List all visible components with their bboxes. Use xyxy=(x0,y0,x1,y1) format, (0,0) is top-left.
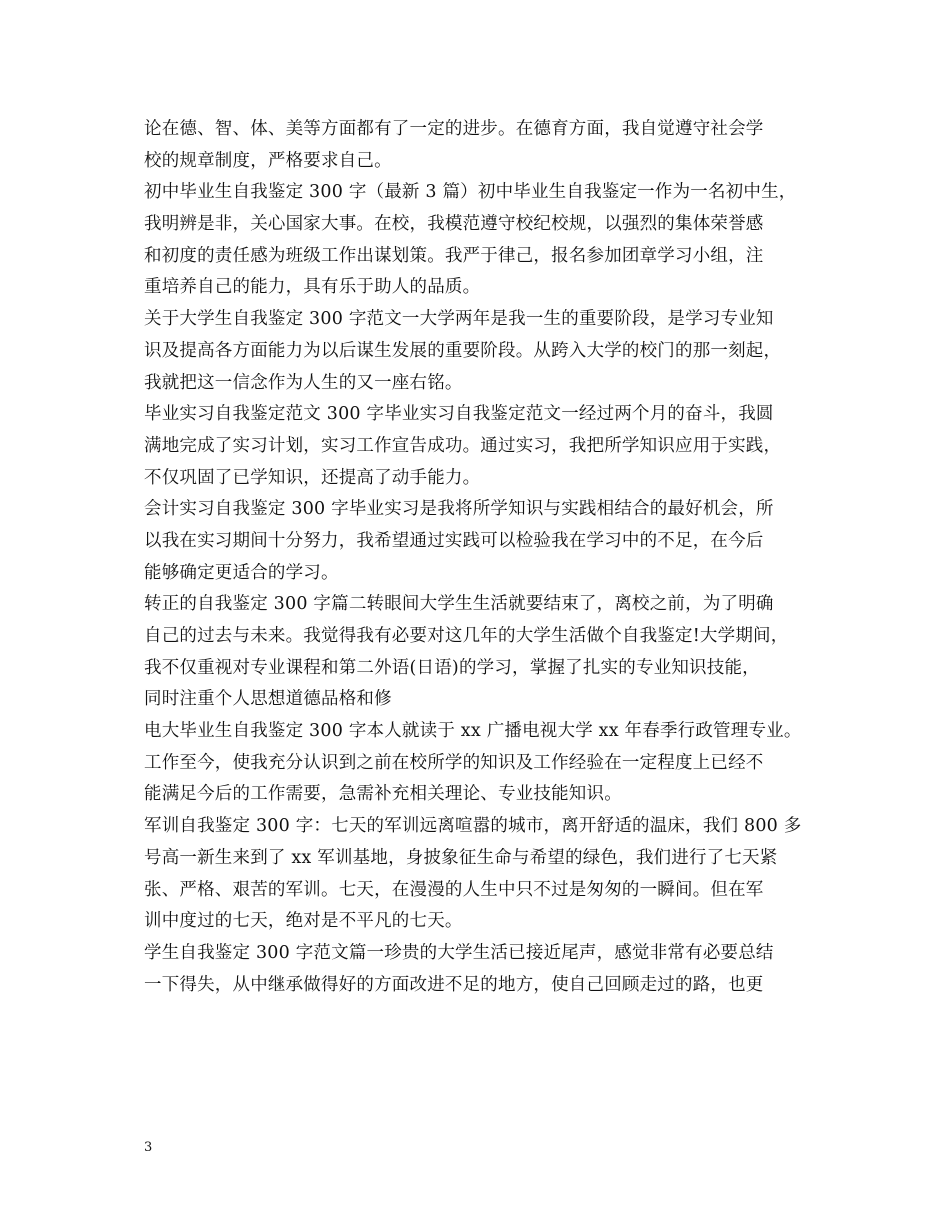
text-line: 初中毕业生自我鉴定 300 字（最新 3 篇）初中毕业生自我鉴定一作为一名初中生， xyxy=(144,182,797,203)
text-line: 号高一新生来到了 xx 军训基地，身披象征生命与希望的绿色，我们进行了七天紧 xyxy=(144,847,778,868)
text-line: 重培养自己的能力，具有乐于助人的品质。 xyxy=(144,277,481,298)
text-line: 论在德、智、体、美等方面都有了一定的进步。在德育方面，我自觉遵守社会学 xyxy=(144,119,764,139)
text-line: 不仅巩固了已学知识，还提高了动手能力。 xyxy=(144,467,481,488)
text-line: 一下得失，从中继承做得好的方面改进不足的地方，使自己回顾走过的路，也更 xyxy=(144,974,764,995)
text-line: 自己的过去与未来。我觉得我有必要对这几年的大学生活做个自我鉴定!大学期间， xyxy=(144,626,789,646)
text-line: 以我在实习期间十分努力，我希望通过实践可以检验我在学习中的不足，在今后 xyxy=(144,530,764,551)
text-line: 我明辨是非，关心国家大事。在校，我模范遵守校纪校规，以强烈的集体荣誉感 xyxy=(144,214,764,235)
text-line: 军训自我鉴定 300 字：七天的军训远离喧嚣的城市，离开舒适的温床，我们 800 多 xyxy=(144,816,802,837)
text-line: 会计实习自我鉴定 300 字毕业实习是我将所学知识与实践相结合的最好机会，所 xyxy=(144,499,774,520)
page-number: 3 xyxy=(144,1140,153,1155)
text-line: 张、严格、艰苦的军训。七天，在漫漫的人生中只不过是匆匆的一瞬间。但在军 xyxy=(144,879,764,900)
text-line: 能够确定更适合的学习。 xyxy=(144,562,339,583)
text-line: 满地完成了实习计划，实习工作宣告成功。通过实习，我把所学知识应用于实践， xyxy=(144,435,782,456)
text-line: 学生自我鉴定 300 字范文篇一珍贵的大学生活已接近尾声，感觉非常有必要总结 xyxy=(144,942,774,963)
text-line: 和初度的责任感为班级工作出谋划策。我严于律己，报名参加团章学习小组，注 xyxy=(144,245,764,266)
text-line: 转正的自我鉴定 300 字篇二转眼间大学生生活就要结束了，离校之前，为了明确 xyxy=(144,594,774,615)
text-line: 能满足今后的工作需要，急需补充相关理论、专业技能知识。 xyxy=(144,784,622,805)
text-line: 训中度过的七天，绝对是不平凡的七天。 xyxy=(144,911,463,932)
text-line: 毕业实习自我鉴定范文 300 字毕业实习自我鉴定范文一经过两个月的奋斗，我圆 xyxy=(144,404,774,425)
text-line: 同时注重个人思想道德品格和修 xyxy=(144,689,392,710)
text-line: 关于大学生自我鉴定 300 字范文一大学两年是我一生的重要阶段，是学习专业知 xyxy=(144,309,774,330)
text-line: 识及提高各方面能力为以后谋生发展的重要阶段。从跨入大学的校门的那一刻起， xyxy=(144,340,782,361)
text-line: 工作至今，使我充分认识到之前在校所学的知识及工作经验在一定程度上已经不 xyxy=(144,752,764,773)
text-line: 我就把这一信念作为人生的又一座右铭。 xyxy=(144,372,463,393)
text-line: 电大毕业生自我鉴定 300 字本人就读于 xx 广播电视大学 xx 年春季行政管理专业。 xyxy=(144,721,802,742)
document-body xyxy=(144,114,810,1001)
text-line: 校的规章制度，严格要求自己。 xyxy=(144,150,392,171)
text-line: 我不仅重视对专业课程和第二外语(日语)的学习，掌握了扎实的专业知识技能， xyxy=(144,657,760,678)
